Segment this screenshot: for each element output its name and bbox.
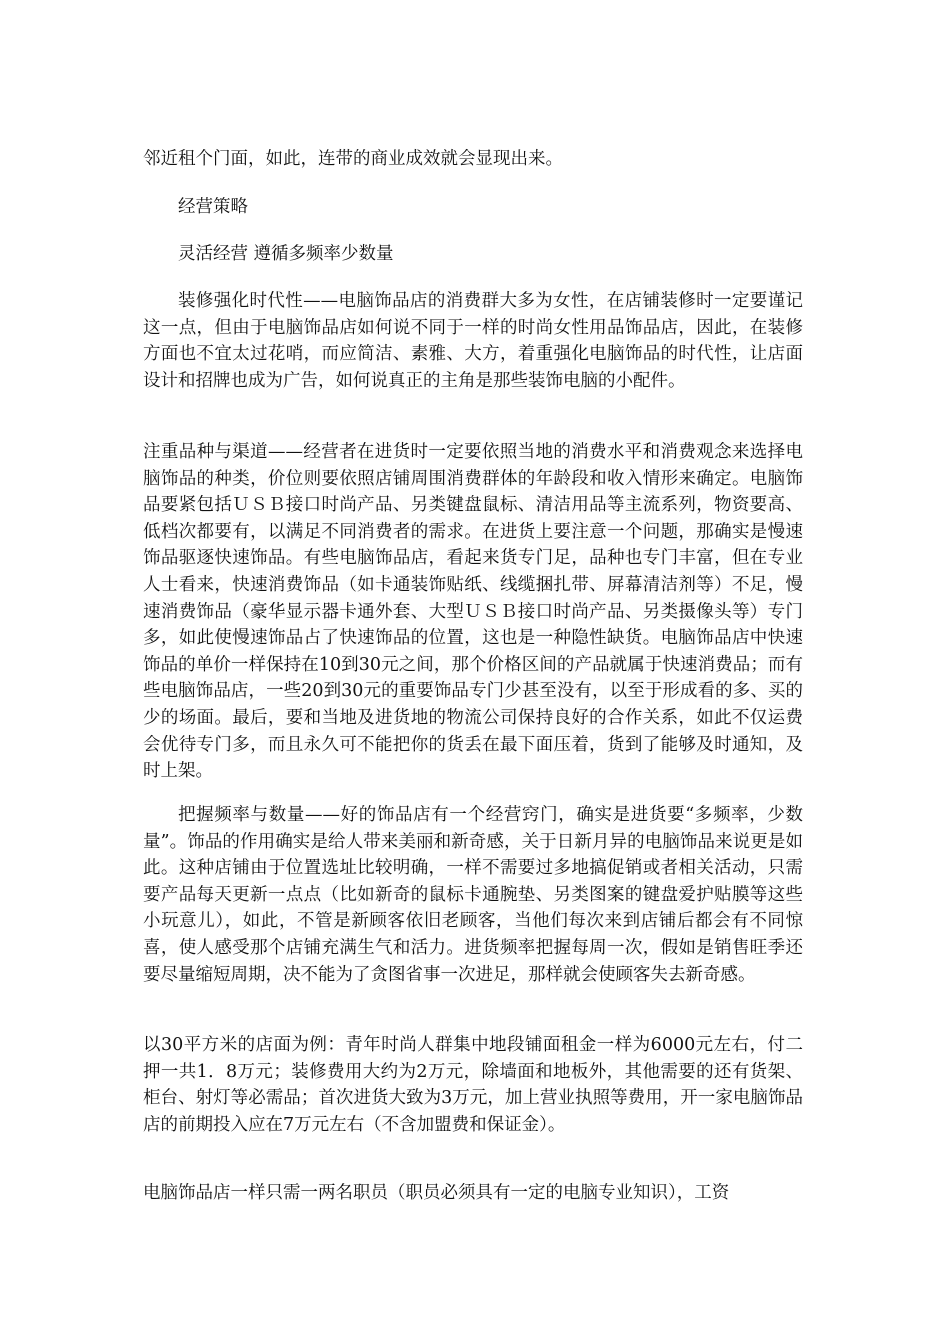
- paragraph-variety-channels: 注重品种与渠道——经营者在进货时一定要依照当地的消费水平和消费观念来选择电脑饰品的种类，价位则要依照店铺周围消费群体的年龄段和收入情形来确定。电脑饰品要紧包括ＵＳＢ接口时尚产品、另类键盘鼠标、清洁用品等主流系列，物资要高、低档次都要有，以满足不同消费者的需求。在进货上要注意一个问题，那确实是慢速饰品驱逐快速饰品。有些电脑饰品店，看起来货专门足，品种也专门丰富，但在专业人士看来，快速消费饰品（如卡通装饰贴纸、线缆捆扎带、屏幕清洁剂等）不足，慢速消费饰品（豪华显示器卡通外套、大型ＵＳＢ接口时尚产品、另类摄像头等）专门多，如此使慢速饰品占了快速饰品的位置，这也是一种隐性缺货。电脑饰品店中快速饰品的单价一样保持在10到30元之间，那个价格区间的产品就属于快速消费品；而有些电脑饰品店，一些20到30元的重要饰品专门少甚至没有，以至于形成看的多、买的少的场面。最后，要和当地及进货地的物流公司保持良好的合作关系，如此不仅运费会优待专门多，而且永久可不能把你的货丢在最下面压着，货到了能够及时通知，及时上架。: [143, 442, 803, 782]
- paragraph-decoration: 装修强化时代性——电脑饰品店的消费群大多为女性，在店铺装修时一定要谨记这一点，但由于电脑饰品店如何说不同于一样的时尚女性用品饰品店，因此，在装修方面也不宜太过花哨，而应简洁、素雅、大方，着重强化电脑饰品的时代性，让店面设计和招牌也成为广告，如何说真正的主角是那些装饰电脑的小配件。: [143, 291, 803, 391]
- paragraph-frequency-quantity: 把握频率与数量——好的饰品店有一个经营窍门，确实是进货要“多频率，少数量”。饰品的作用确实是给人带来美丽和新奇感，关于日新月异的电脑饰品来说更是如此。这种店铺由于位置选址比较明确，一样不需要过多地搞促销或者相关活动，只需要产品每天更新一点点（比如新奇的鼠标卡通腕垫、另类图案的键盘爱护贴膜等这些小玩意儿），如此，不管是新顾客依旧老顾客，当他们每次来到店铺后都会有不同惊喜，使人感受那个店铺充满生气和活力。进货频率把握每周一次，假如是销售旺季还要尽量缩短周期，决不能为了贪图省事一次进足，那样就会使顾客失去新奇感。: [143, 805, 803, 985]
- subsection-heading: 灵活经营 遵循多频率少数量: [178, 244, 394, 264]
- paragraph-continuation: 邻近租个门面，如此，连带的商业成效就会显现出来。: [143, 149, 563, 169]
- paragraph-staffing: 电脑饰品店一样只需一两名职员（职员必须具有一定的电脑专业知识），工资: [143, 1183, 730, 1203]
- paragraph-investment-example: 以30平方米的店面为例：青年时尚人群集中地段铺面租金一样为6000元左右，付二押一共1．8万元；装修费用大约为2万元，除墙面和地板外，其他需要的还有货架、柜台、射灯等必需品；首次进货大致为3万元，加上营业执照等费用，开一家电脑饰品店的前期投入应在7万元左右（不含加盟费和保证金）。: [143, 1035, 803, 1135]
- section-heading: 经营策略: [178, 197, 248, 217]
